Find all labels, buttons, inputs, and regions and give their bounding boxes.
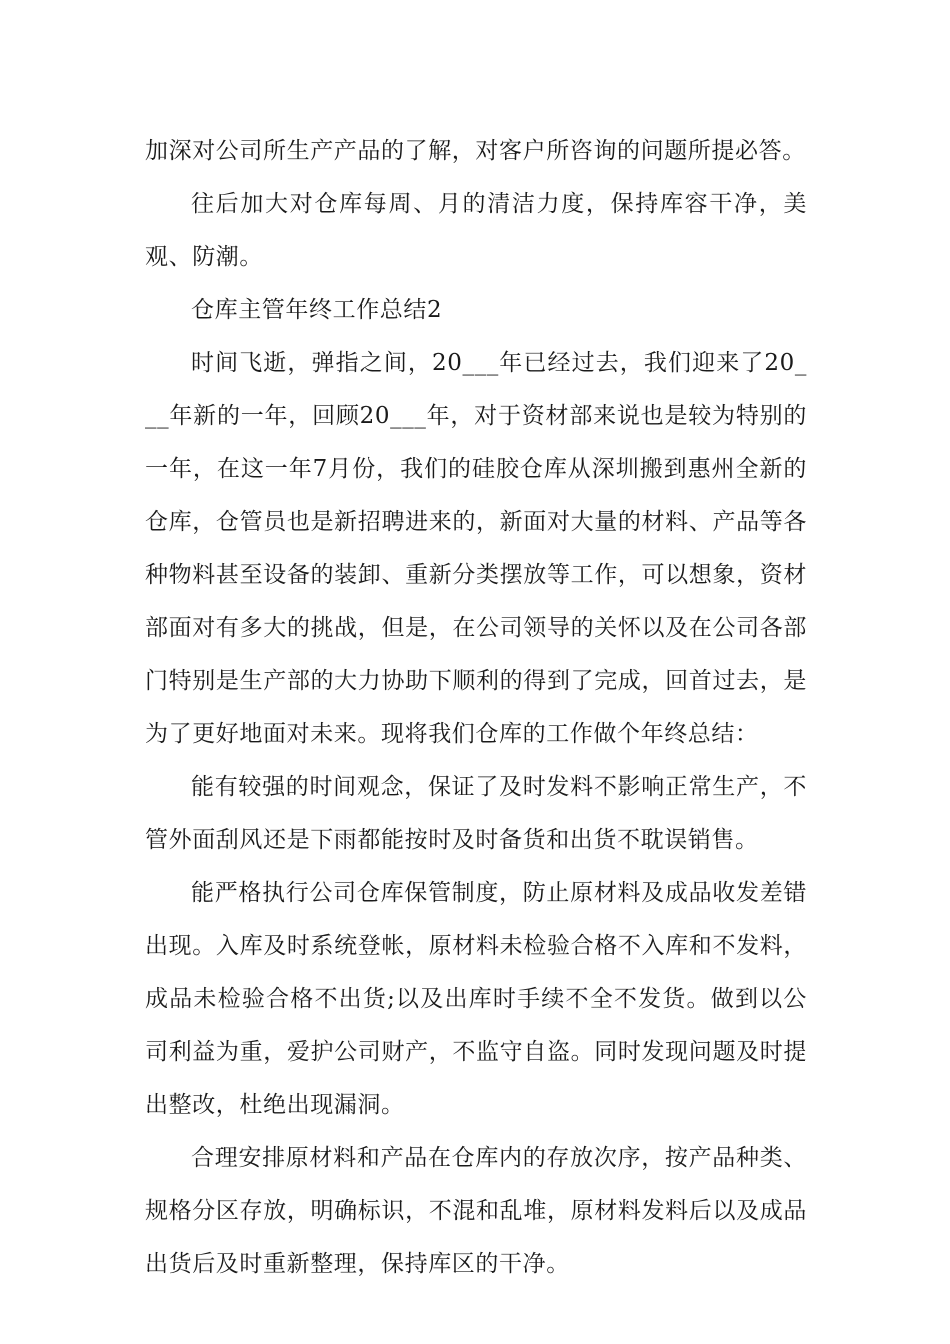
paragraph-1: 加深对公司所生产产品的了解，对客户所咨询的问题所提必答。 bbox=[145, 138, 806, 164]
document-body bbox=[145, 125, 807, 1291]
paragraph-6: 合理安排原材料和产品在仓库内的存放次序，按产品种类、规格分区存放，明确标识，不混和乱堆，原材料发料后以及成品出货后及时重新整理，保持库区的干净。 bbox=[145, 1145, 807, 1277]
paragraph-2: 往后加大对仓库每周、月的清洁力度，保持库容干净，美观、防潮。 bbox=[145, 191, 807, 270]
paragraph-5: 能严格执行公司仓库保管制度，防止原材料及成品收发差错出现。入库及时系统登帐，原材料未检验合格不入库和不发料，成品未检验合格不出货;以及出库时手续不全不发货。做到以公司利益为重，爱护公司财产，不监守自盗。同时发现问题及时提出整改，杜绝出现漏洞。 bbox=[145, 880, 807, 1118]
paragraph-3: 时间飞逝，弹指之间，20___年已经过去，我们迎来了20___年新的一年，回顾20___年，对于资材部来说也是较为特别的一年，在这一年7月份，我们的硅胶仓库从深圳搬到惠州全新的仓库，仓管员也是新招聘进来的，新面对大量的材料、产品等各种物料甚至设备的装卸、重新分类摆放等工作，可以想象，资材部面对有多大的挑战，但是，在公司领导的关怀以及在公司各部门特别是生产部的大力协助下顺利的得到了完成，回首过去，是为了更好地面对未来。现将我们仓库的工作做个年终总结： bbox=[145, 350, 807, 747]
paragraph-4: 能有较强的时间观念，保证了及时发料不影响正常生产，不管外面刮风还是下雨都能按时及时备货和出货不耽误销售。 bbox=[145, 774, 807, 853]
section-heading: 仓库主管年终工作总结2 bbox=[191, 297, 443, 323]
